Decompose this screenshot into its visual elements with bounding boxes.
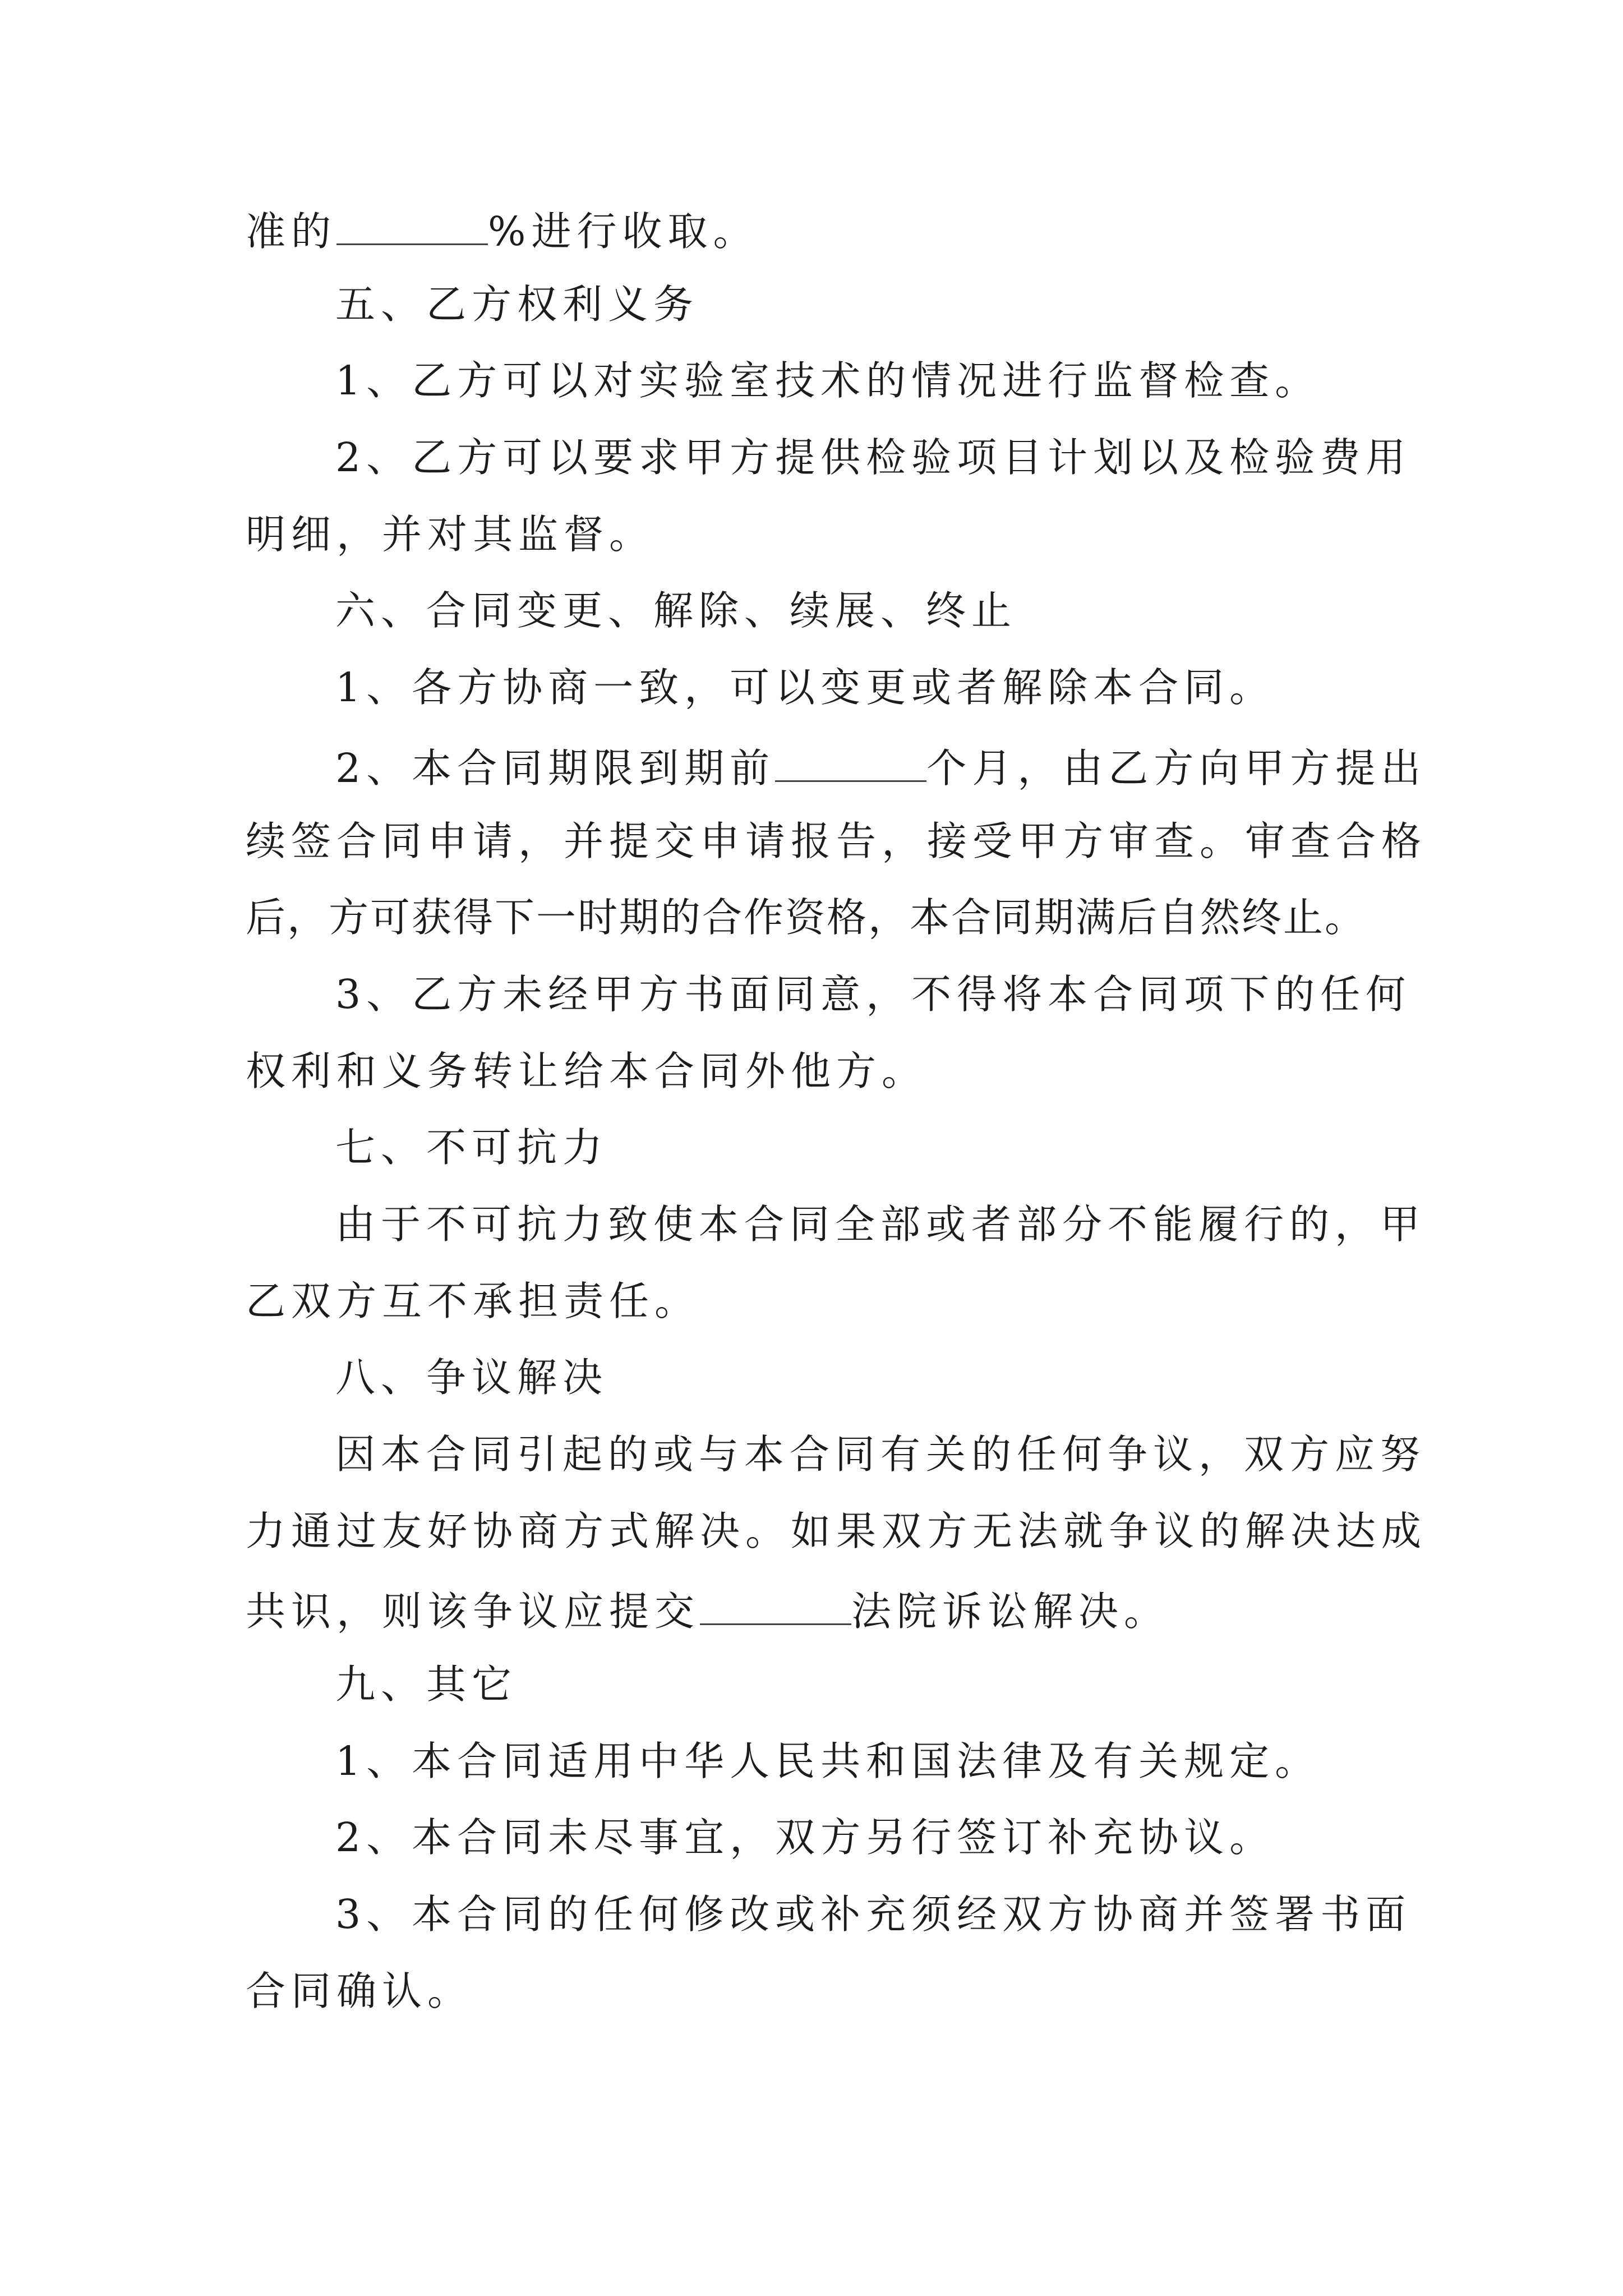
text-line: 2、本合同期限到期前 个月，由乙方向甲方提出	[335, 744, 1427, 792]
text-line: 因本合同引起的或与本合同有关的任何争议，双方应努	[335, 1431, 1426, 1478]
section-heading: 九、其它	[335, 1661, 518, 1708]
text-line: 由于不可抗力致使本合同全部或者部分不能履行的，甲	[335, 1200, 1426, 1248]
text-line: 1、各方协商一致，可以变更或者解除本合同。	[335, 664, 1275, 711]
text-line: 3、乙方未经甲方书面同意，不得将本合同项下的任何	[335, 970, 1412, 1018]
text-line: 1、乙方可以对实验室技术的情况进行监督检查。	[335, 357, 1321, 404]
text-line: 合同确认。	[246, 1967, 473, 2014]
text-line: 2、乙方可以要求甲方提供检验项目计划以及检验费用	[335, 434, 1412, 481]
text-line: 准的 %进行收取。	[246, 208, 759, 255]
section-heading: 五、乙方权利义务	[335, 280, 699, 328]
text-line: 1、本合同适用中华人民共和国法律及有关规定。	[335, 1737, 1321, 1784]
text-line: 明细，并对其监督。	[246, 510, 655, 558]
section-heading: 八、争议解决	[335, 1354, 608, 1401]
blank-field-court[interactable]	[700, 1589, 851, 1625]
text-line: 3、本合同的任何修改或补充须经双方协商并签署书面	[335, 1891, 1412, 1938]
contract-body	[246, 208, 1427, 2049]
text-line: 权利和义务转让给本合同外他方。	[246, 1047, 928, 1094]
blank-field-fee-percent[interactable]	[336, 209, 488, 245]
text-line: 力通过友好协商方式解决。如果双方无法就争议的解决达成	[246, 1507, 1427, 1554]
text-line: 续签合同申请，并提交申请报告，接受甲方审查。审查合格	[246, 817, 1427, 864]
text-line: 后，方可获得下一时期的合作资格，本合同期满后自然终止。	[246, 894, 1367, 941]
section-heading: 七、不可抗力	[335, 1124, 608, 1171]
blank-field-months[interactable]	[775, 746, 926, 782]
text-line: 共识，则该争议应提交 法院诉讼解决。	[246, 1588, 1170, 1635]
text-line: 2、本合同未尽事宜，双方另行签订补充协议。	[335, 1814, 1275, 1861]
text-line: 乙双方互不承担责任。	[246, 1277, 700, 1324]
section-heading: 六、合同变更、解除、续展、终止	[335, 587, 1017, 634]
